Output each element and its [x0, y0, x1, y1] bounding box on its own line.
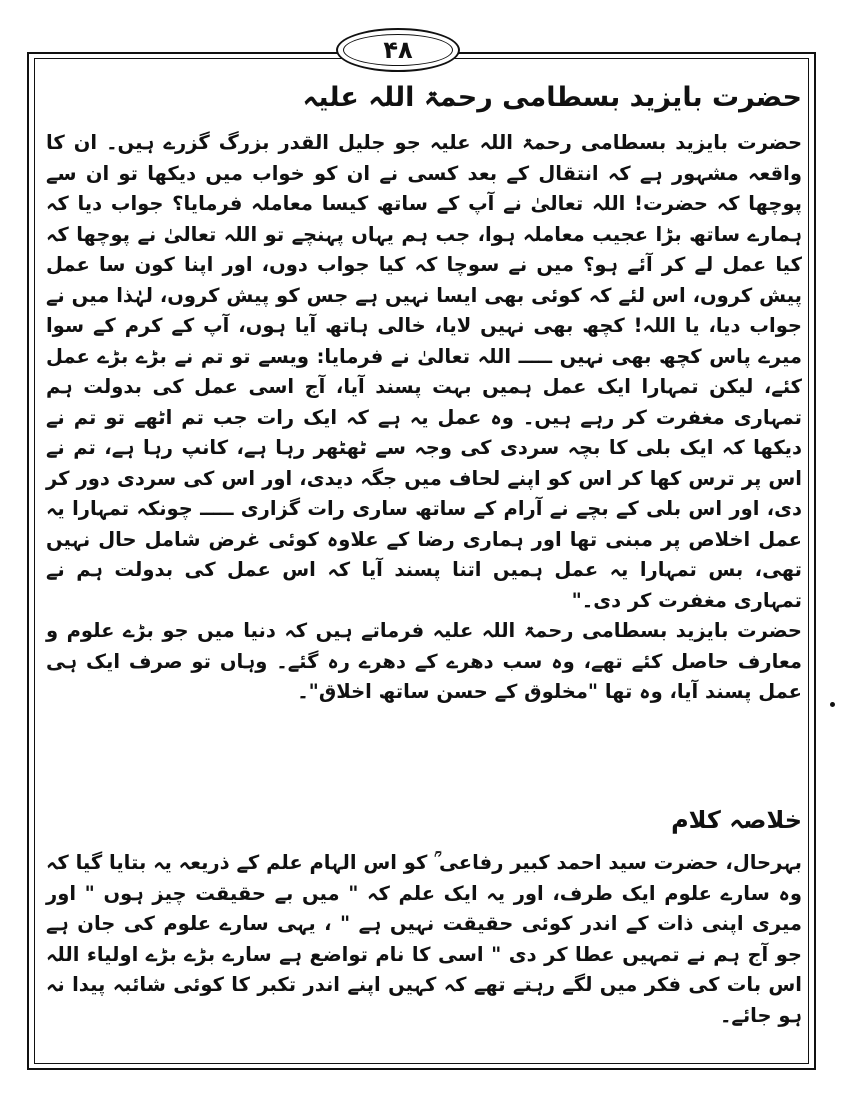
section-bayazid [46, 78, 802, 708]
closing-paragraph: حضرت بایزید بسطامی رحمۃ اللہ علیہ فرماتے ہیں کہ دنیا میں جو بڑے علوم و معارف حاصل کئے تھے، وہ سب دھرے کے دھرے رہ گئے۔ وہاں تو صرف ایک ہی عمل پسند آیا، وہ تھا "مخلوق کے حسن ساتھ اخلاق"۔ [46, 619, 802, 703]
summary-paragraph: بہرحال، حضرت سید احمد کبیر رفاعی ؒ کو اس الہام علم کے ذریعہ یہ بتایا گیا کہ وہ سارے علوم ایک طرف، اور یہ ایک علم کہ " میں بے حقیقت چیز ہوں " اور میری اپنی ذات کے اندر کوئی حقیقت نہیں ہے " ، یہی سارے علوم کی جان ہے جو آج ہم نے تمہیں عطا کر دی " اسی کا نام تواضع ہے سارے بڑے بڑے اولیاء اللہ اس بات کی فکر میں لگے رہتے تھے کہ کہیں اپنے اندر تکبر کا کوئی شائبہ پیدا نہ ہو جائے۔ [46, 851, 802, 1027]
section-summary [46, 800, 802, 1031]
margin-dot [830, 702, 835, 707]
story-paragraph: حضرت بایزید بسطامی رحمۃ اللہ علیہ جو جلیل القدر بزرگ گزرے ہیں۔ ان کا واقعہ مشہور ہے کہ انتقال کے بعد کسی نے ان کو خواب میں دیکھا تو ان سے پوچھا کہ حضرت! اللہ تعالیٰ نے آپ کے ساتھ کیسا معاملہ فرمایا؟ جواب دیا کہ ہمارے ساتھ بڑا عجیب معاملہ ہوا، جب ہم یہاں پہنچے تو اللہ تعالیٰ نے پوچھا کہ کیا عمل لے کر آئے ہو؟ میں نے سوچا کہ کیا جواب دوں، اور اپنا کون سا عمل پیش کروں، اس لئے کہ کوئی بھی ایسا نہیں ہے جس کو پیش کروں، لہٰذا میں نے جواب دیا، یا اللہ! کچھ بھی نہیں لایا، خالی ہاتھ آیا ہوں، آپ کے کرم کے سوا میرے پاس کچھ بھی نہیں ـــــ اللہ تعالیٰ نے فرمایا: ویسے تو تم نے بڑے بڑے عمل کئے، لیکن تمہارا ایک عمل ہمیں بہت پسند آیا، آج اسی عمل کی بدولت ہم تمہاری مغفرت کر رہے ہیں۔ وہ عمل یہ ہے کہ ایک رات جب تم اٹھے تو تم نے دیکھا کہ ایک بلی کا بچہ سردی کی وجہ سے ٹھٹھر رہا ہے، کانپ رہا ہے، تم نے اس پر ترس کھا کر اس کو اپنے لحاف میں جگہ دیدی، اور اس کی سردی دور کر دی، اور اس بلی کے بچے نے آرام کے ساتھ ساری رات گزاری ـــــ چونکہ تمہارا یہ عمل اخلاص پر مبنی تھا اور ہماری رضا کے علاوہ کوئی غرض شامل حال نہیں تھی، بس تمہارا یہ عمل ہمیں اتنا پسند آیا کہ اس عمل کی بدولت ہم نے تمہاری مغفرت کر دی۔" [46, 131, 802, 612]
section-title: حضرت بایزید بسطامی رحمۃ اللہ علیہ [302, 82, 802, 113]
page-number: ۴۸ [383, 36, 413, 64]
page-number-badge [336, 28, 460, 72]
summary-title: خلاصہ کلام [671, 806, 802, 834]
